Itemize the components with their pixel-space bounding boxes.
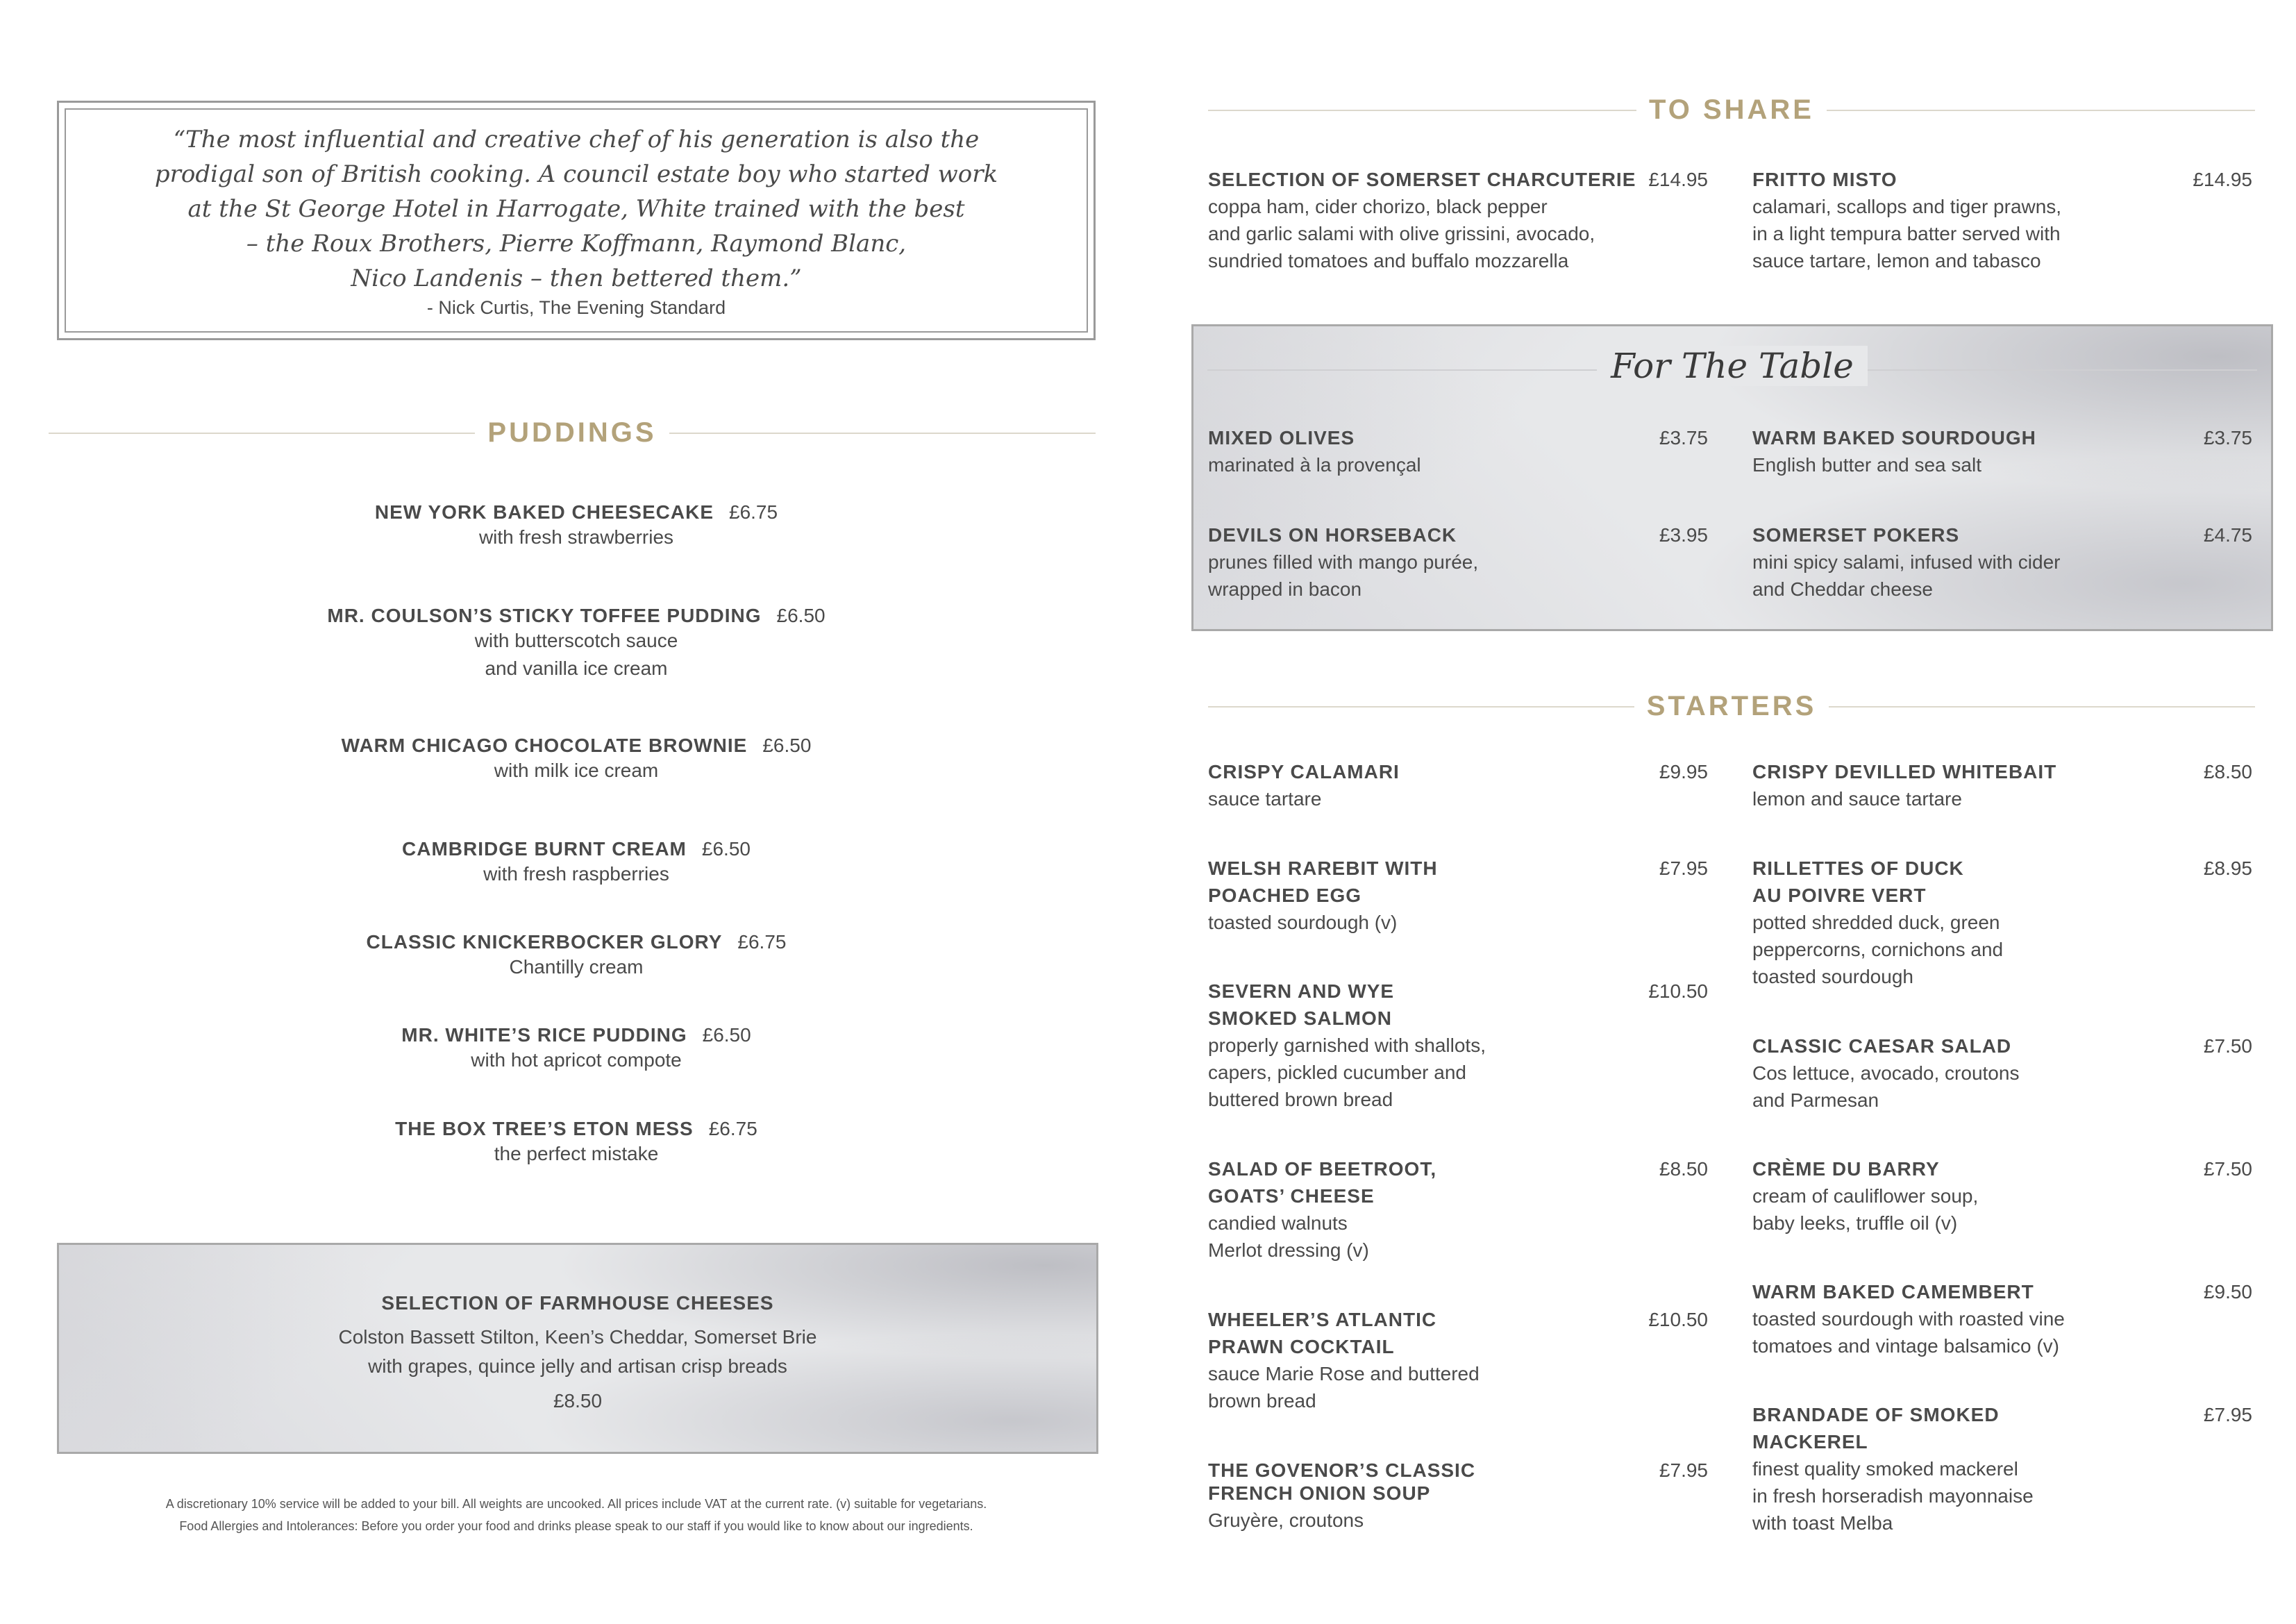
item-desc: cream of cauliflower soup, <box>1752 1185 1979 1207</box>
item-price: £4.75 <box>2203 524 2252 546</box>
table-item <box>1752 424 2252 478</box>
item-name: MIXED OLIVES <box>1208 427 1355 449</box>
pudding-item <box>49 838 1104 888</box>
item-name: WARM BAKED CAMEMBERT <box>1752 1281 2034 1303</box>
item-price: £3.75 <box>2203 427 2252 449</box>
pudding-price: £6.50 <box>702 1024 751 1046</box>
item-desc: baby leeks, truffle oil (v) <box>1752 1212 1958 1234</box>
quote-line: – the Roux Brothers, Pierre Koffmann, Raymond Blanc, <box>246 230 907 258</box>
pudding-price: £6.50 <box>776 605 826 626</box>
pudding-price: £6.50 <box>701 838 751 860</box>
item-name: FRITTO MISTO <box>1752 169 1897 190</box>
item-desc: calamari, scallops and tiger prawns, <box>1752 196 2062 217</box>
item-desc: in a light tempura batter served with <box>1752 223 2061 244</box>
item-name: RILLETTES OF DUCK <box>1752 857 1964 879</box>
item-desc: prunes filled with mango purée, <box>1208 551 1479 573</box>
item-desc: Gruyère, croutons <box>1208 1509 1364 1531</box>
item-name: THE GOVENOR’S CLASSIC <box>1208 1459 1476 1481</box>
item-desc: sundried tomatoes and buffalo mozzarella <box>1208 250 1569 271</box>
item-price: £10.50 <box>1648 1309 1708 1330</box>
pudding-desc: Chantilly cream <box>509 956 644 978</box>
starter-item <box>1752 1278 2252 1359</box>
to-share-title: TO SHARE <box>1636 94 1827 125</box>
item-desc: toasted sourdough (v) <box>1208 912 1398 933</box>
pudding-item <box>49 931 1104 981</box>
starters-heading <box>1208 692 2255 720</box>
item-name: DEVILS ON HORSEBACK <box>1208 524 1457 546</box>
pudding-price: £6.75 <box>737 931 787 953</box>
item-name: AU POIVRE VERT <box>1752 885 1927 906</box>
footnote-line: Food Allergies and Intolerances: Before you order your food and drinks please speak to our staff if you would like to know about our ingredients. <box>179 1519 973 1533</box>
starter-item <box>1208 1457 1708 1534</box>
pudding-name: CAMBRIDGE BURNT CREAM <box>402 838 687 860</box>
item-name: MACKEREL <box>1752 1431 1868 1453</box>
item-desc: sauce Marie Rose and buttered <box>1208 1363 1480 1384</box>
item-name: FRENCH ONION SOUP <box>1208 1482 1431 1504</box>
item-desc: in fresh horseradish mayonnaise <box>1752 1485 2034 1507</box>
starter-item <box>1752 855 2252 990</box>
item-desc: and garlic salami with olive grissini, avocado, <box>1208 223 1595 244</box>
item-price: £8.50 <box>1659 1158 1708 1180</box>
pudding-desc: with fresh raspberries <box>483 863 669 885</box>
item-name: BRANDADE OF SMOKED <box>1752 1404 2000 1425</box>
item-desc: English butter and sea salt <box>1752 454 1981 476</box>
item-desc: tomatoes and vintage balsamico (v) <box>1752 1335 2059 1357</box>
item-name: WELSH RAREBIT WITH <box>1208 857 1438 879</box>
puddings-title: PUDDINGS <box>475 417 669 448</box>
item-name: POACHED EGG <box>1208 885 1362 906</box>
pudding-item <box>49 605 1104 683</box>
item-price: £10.50 <box>1648 980 1708 1002</box>
item-desc: peppercorns, cornichons and <box>1752 939 2004 960</box>
share-item <box>1752 166 2252 274</box>
pudding-desc: with milk ice cream <box>494 760 659 781</box>
item-desc: capers, pickled cucumber and <box>1208 1062 1466 1083</box>
for-the-table-title: For The Table <box>1597 346 1868 386</box>
starter-item <box>1752 1155 2252 1237</box>
starter-item <box>1208 758 1708 812</box>
footnote <box>49 1493 1104 1537</box>
item-name: CRISPY DEVILLED WHITEBAIT <box>1752 761 2057 782</box>
item-name: SELECTION OF SOMERSET CHARCUTERIE <box>1208 169 1636 190</box>
pudding-price: £6.50 <box>762 735 812 756</box>
item-desc: and Cheddar cheese <box>1752 578 1933 600</box>
pudding-name: WARM CHICAGO CHOCOLATE BROWNIE <box>341 735 748 756</box>
pudding-name: THE BOX TREE’S ETON MESS <box>395 1118 694 1139</box>
table-item <box>1208 424 1708 478</box>
item-name: WHEELER’S ATLANTIC <box>1208 1309 1437 1330</box>
item-desc: sauce tartare <box>1208 788 1322 810</box>
pudding-item <box>49 1118 1104 1168</box>
item-desc: buttered brown bread <box>1208 1089 1393 1110</box>
pudding-name: MR. COULSON’S STICKY TOFFEE PUDDING <box>327 605 762 626</box>
item-price: £8.50 <box>2203 761 2252 782</box>
item-price: £3.95 <box>1659 524 1708 546</box>
quote-line: prodigal son of British cooking. A council estate boy who started work <box>154 160 998 188</box>
item-desc: marinated à la provençal <box>1208 454 1421 476</box>
quote-line: Nico Landenis – then bettered them.” <box>351 265 802 292</box>
item-name: PRAWN COCKTAIL <box>1208 1336 1395 1357</box>
quote-credit: - Nick Curtis, The Evening Standard <box>426 297 726 318</box>
pudding-desc: with fresh strawberries <box>478 526 674 548</box>
item-desc: with toast Melba <box>1752 1512 1893 1534</box>
starter-item <box>1208 1155 1708 1264</box>
item-price: £8.95 <box>2203 857 2252 879</box>
pudding-item <box>49 1024 1104 1074</box>
starters-title: STARTERS <box>1634 691 1829 721</box>
starter-item <box>1208 855 1708 936</box>
item-desc: Cos lettuce, avocado, croutons <box>1752 1062 2020 1084</box>
cheese-line: Colston Bassett Stilton, Keen’s Cheddar, Somerset Brie <box>338 1326 817 1348</box>
cheese-title: SELECTION OF FARMHOUSE CHEESES <box>381 1292 774 1314</box>
item-price: £3.75 <box>1659 427 1708 449</box>
item-price: £7.50 <box>2203 1035 2252 1057</box>
item-name: CRISPY CALAMARI <box>1208 761 1400 782</box>
pudding-price: £6.75 <box>708 1118 757 1139</box>
item-desc: wrapped in bacon <box>1208 578 1362 600</box>
item-price: £7.95 <box>1659 857 1708 879</box>
item-price: £9.95 <box>1659 761 1708 782</box>
pudding-name: NEW YORK BAKED CHEESECAKE <box>374 501 714 523</box>
cheese-line: with grapes, quince jelly and artisan crisp breads <box>368 1355 787 1377</box>
pudding-desc: the perfect mistake <box>494 1143 659 1164</box>
item-desc: coppa ham, cider chorizo, black pepper <box>1208 196 1548 217</box>
item-desc: toasted sourdough <box>1752 966 1913 987</box>
item-name: SMOKED SALMON <box>1208 1007 1392 1029</box>
puddings-heading <box>49 419 1096 446</box>
item-desc: lemon and sauce tartare <box>1752 788 1962 810</box>
table-item <box>1208 521 1708 603</box>
item-name: CRÈME DU BARRY <box>1752 1158 1940 1180</box>
to-share-heading <box>1208 96 2255 124</box>
starter-item <box>1208 978 1708 1113</box>
item-desc: properly garnished with shallots, <box>1208 1035 1486 1056</box>
footnote-line: A discretionary 10% service will be added to your bill. All weights are uncooked. All prices include VAT at the current rate. (v) suitable for vegetarians. <box>165 1497 987 1511</box>
pudding-price: £6.75 <box>729 501 778 523</box>
pudding-desc: and vanilla ice cream <box>485 658 668 679</box>
item-desc: toasted sourdough with roasted vine <box>1752 1308 2065 1330</box>
item-price: £7.50 <box>2203 1158 2252 1180</box>
pudding-name: MR. WHITE’S RICE PUDDING <box>401 1024 687 1046</box>
item-name: SALAD OF BEETROOT, <box>1208 1158 1437 1180</box>
item-desc: and Parmesan <box>1752 1089 1879 1111</box>
item-price: £14.95 <box>1648 169 1708 190</box>
item-desc: Merlot dressing (v) <box>1208 1239 1369 1261</box>
quote-line: “The most influential and creative chef of his generation is also the <box>173 126 980 153</box>
table-item <box>1752 521 2252 603</box>
quote-text <box>87 122 1066 296</box>
share-item <box>1208 166 1708 274</box>
item-price: £7.95 <box>1659 1459 1708 1481</box>
cheese-panel <box>57 1243 1098 1454</box>
starter-item <box>1752 1401 2252 1537</box>
item-desc: mini spicy salami, infused with cider <box>1752 551 2061 573</box>
item-name: WARM BAKED SOURDOUGH <box>1752 427 2036 449</box>
starter-item <box>1208 1306 1708 1414</box>
item-name: CLASSIC CAESAR SALAD <box>1752 1035 2012 1057</box>
starter-item <box>1752 758 2252 812</box>
pudding-desc: with butterscotch sauce <box>474 630 678 651</box>
item-desc: brown bread <box>1208 1390 1316 1412</box>
item-name: SOMERSET POKERS <box>1752 524 1960 546</box>
quote-line: at the St George Hotel in Harrogate, White trained with the best <box>187 195 965 223</box>
pudding-name: CLASSIC KNICKERBOCKER GLORY <box>366 931 723 953</box>
item-name: SEVERN AND WYE <box>1208 980 1395 1002</box>
pudding-item <box>49 501 1104 551</box>
item-price: £7.95 <box>2203 1404 2252 1425</box>
cheese-price: £8.50 <box>553 1390 603 1412</box>
item-desc: candied walnuts <box>1208 1212 1348 1234</box>
item-desc: sauce tartare, lemon and tabasco <box>1752 250 2041 271</box>
quote-box <box>57 101 1096 340</box>
starter-item <box>1752 1032 2252 1114</box>
item-price: £9.50 <box>2203 1281 2252 1303</box>
pudding-desc: with hot apricot compote <box>471 1049 682 1071</box>
pudding-item <box>49 735 1104 785</box>
item-desc: finest quality smoked mackerel <box>1752 1458 2018 1480</box>
item-name: GOATS’ CHEESE <box>1208 1185 1375 1207</box>
item-desc: potted shredded duck, green <box>1752 912 2000 933</box>
item-price: £14.95 <box>2193 169 2252 190</box>
